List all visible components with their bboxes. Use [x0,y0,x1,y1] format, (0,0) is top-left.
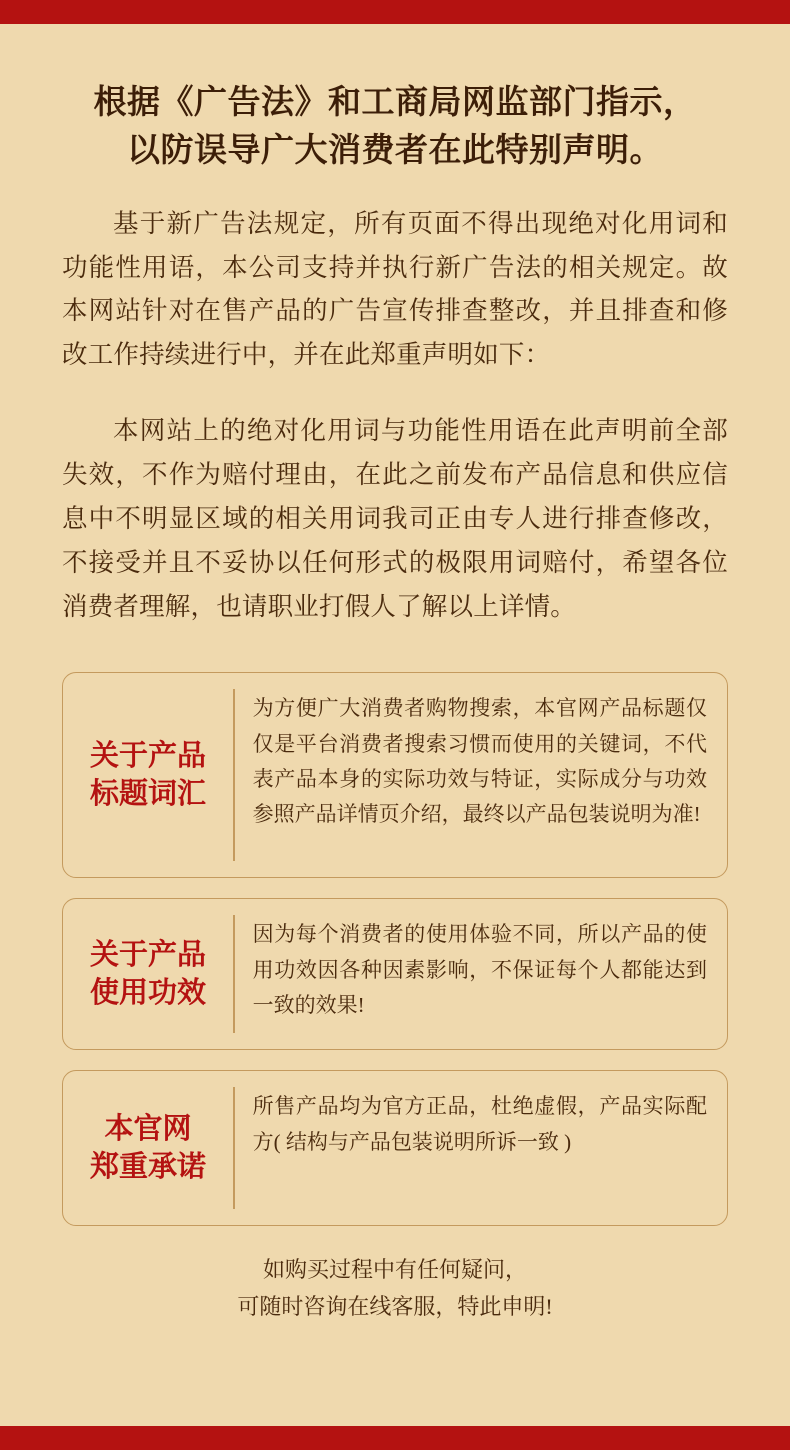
page-title-line-2: 以防误导广大消费者在此特别声明。 [127,132,663,169]
statement-paragraph-2: 本网站上的绝对化用词与功能性用语在此声明前全部失效，不作为赔付理由，在此之前发布产品信息和供应信息中不明显区域的相关用词我司正由专人进行排查修改，不接受并且不妥协以任何形式的极限用词赔付，希望各位消费者理解，也请职业打假人了解以上详情。 [62,416,728,621]
page-title [62,24,728,176]
card-title-line-1: 关于产品 [89,939,206,972]
card-body: 为方便广大消费者购物搜索，本官网产品标题仅仅是平台消费者搜索习惯而使用的关键词，不代表产品本身的实际功效与特证，实际成分与功效参照产品详情页介绍，最终以产品包装说明为准! [252,696,707,827]
statement-paragraph-1: 基于新广告法规定，所有页面不得出现绝对化用词和功能性用语，本公司支持并执行新广告法的相关规定。故本网站针对在售产品的广告宣传排查整改，并且排查和修改工作持续进行中，并在此郑重声明如下： [62,208,728,370]
card-product-efficacy [62,898,728,1050]
footer-note [62,1252,728,1325]
page-title-line-1: 根据《广告法》和工商局网监部门指示， [93,85,697,121]
footer-note-line-2: 可随时咨询在线客服，特此申明! [237,1293,553,1319]
card-body: 因为每个消费者的使用体验不同，所以产品的使用功效因各种因素影响，不保证每个人都能达到一致的效果! [252,922,707,1017]
card-title-line-1: 关于产品 [89,740,206,773]
card-title-line-1: 本官网 [104,1113,192,1146]
card-title [63,1071,233,1225]
footer-note-line-1: 如购买过程中有任何疑问， [262,1257,527,1283]
card-official-promise [62,1070,728,1226]
card-title [63,673,233,877]
card-title-line-2: 郑重承诺 [89,1151,206,1184]
card-title-line-2: 使用功效 [89,977,206,1010]
statement-panel [0,24,790,1426]
statement-card-list [62,672,728,1226]
card-body: 所售产品均为官方正品，杜绝虚假，产品实际配方( 结构与产品包装说明所诉一致 ) [252,1094,707,1154]
card-title-line-2: 标题词汇 [89,778,206,811]
card-product-title-wording [62,672,728,878]
card-title [63,899,233,1049]
